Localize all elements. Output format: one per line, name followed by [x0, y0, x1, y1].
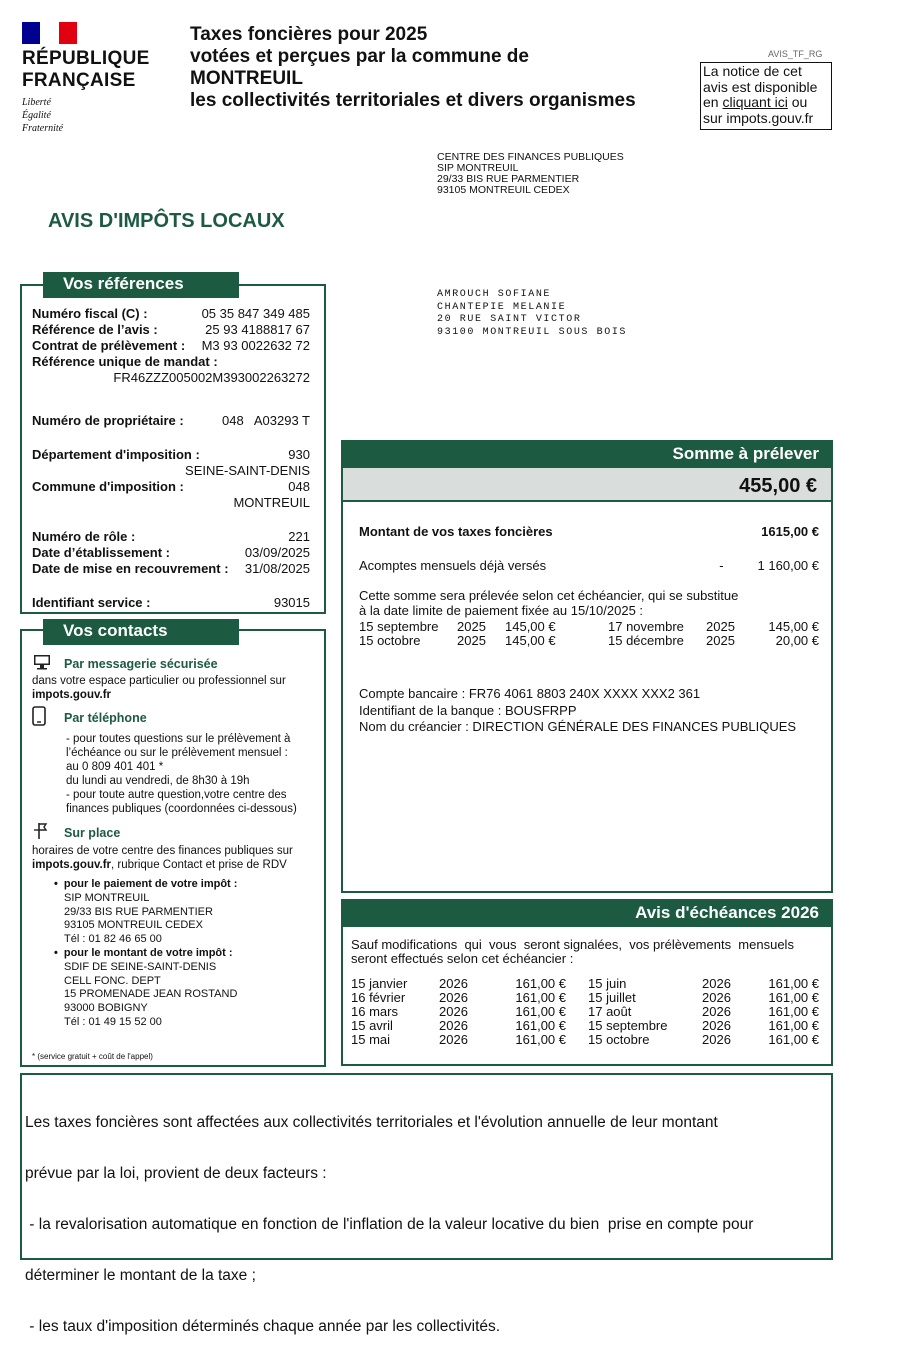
telephone-line: l’échéance ou sur le prélèvement mensuel : — [66, 747, 288, 759]
place-site-link[interactable]: impots.gouv.fr — [32, 859, 112, 871]
echeances-content — [351, 938, 819, 1047]
logo-motto — [22, 96, 63, 135]
ref-contrat: Contrat de prélèvement : M3 93 0022632 72 — [32, 338, 310, 353]
notice-link[interactable]: cliquant ici — [722, 94, 788, 110]
ref-etablissement: Date d’établissement : 03/09/2025 — [32, 545, 310, 560]
title-line-2: votées et perçues par la commune de — [190, 46, 529, 67]
ref-departement: Département d'imposition : 930 — [32, 447, 310, 462]
identifiant-banque: Identifiant de la banque : BOUSFRPP — [359, 702, 577, 718]
montant-line: 15 PROMENADE JEAN ROSTAND — [64, 988, 238, 1001]
paiement-phone: Tél : 01 82 46 65 00 — [64, 933, 162, 946]
schedule-row: 15 octobre 2025 145,00 € — [359, 633, 556, 648]
ref-numero-fiscal: Numéro fiscal (C) : 05 35 847 349 485 — [32, 306, 310, 321]
telephone-heading — [32, 706, 320, 730]
echeance-row: 15 janvier 2026 161,00 € — [351, 976, 566, 991]
avis-code: AVIS_TF_RG — [768, 49, 823, 59]
info-line: Les taxes foncières sont affectées aux collectivités territoriales et l'évolution annuelle de leur montant — [25, 1114, 718, 1131]
echeance-row: 15 juillet 2026 161,00 € — [588, 990, 819, 1005]
references-title: Vos références — [43, 272, 239, 298]
somme-schedule — [359, 620, 819, 650]
schedule-text-2: à la date limite de paiement fixée au 15/10/2025 : — [359, 603, 644, 618]
echeances-col-right — [588, 977, 819, 1047]
contacts-content — [32, 654, 320, 1030]
notice-line1: La notice de cet — [703, 63, 802, 79]
echeance-row: 15 avril 2026 161,00 € — [351, 1018, 566, 1033]
somme-content — [359, 524, 819, 736]
montant-title: • pour le montant de votre impôt : — [54, 946, 233, 959]
schedule-row: 17 novembre 2025 145,00 € — [608, 619, 819, 634]
ref-role: Numéro de rôle : 221 — [32, 529, 310, 544]
notice-box — [700, 62, 832, 130]
ref-commune-name: MONTREUIL — [233, 495, 310, 510]
telephone-line: du lundi au vendredi, de 8h30 à 19h — [66, 775, 250, 787]
recipient-line: AMROUCH SOFIANE — [437, 289, 552, 300]
echeance-row: 16 mars 2026 161,00 € — [351, 1004, 566, 1019]
telephone-line: - pour toutes questions sur le prélèvement à — [66, 733, 291, 745]
montant-phone: Tél : 01 49 15 52 00 — [64, 1015, 162, 1028]
republique-logo — [22, 20, 154, 138]
ref-service: Identifiant service : 93015 — [32, 595, 310, 610]
paiement-address — [54, 892, 320, 947]
ref-recouvrement: Date de mise en recouvrement : 31/08/2025 — [32, 561, 310, 576]
montant-line: SDIF DE SEINE-SAINT-DENIS — [64, 960, 217, 973]
montant-address — [54, 961, 320, 1030]
motto-fraternite: Fraternité — [22, 123, 64, 134]
echeance-row: 17 août 2026 161,00 € — [588, 1004, 819, 1019]
centres-list — [32, 878, 320, 1030]
echeances-intro-1: Sauf modifications qui vous seront signalées, vos prélèvements mensuels — [351, 937, 794, 952]
schedule-row: 15 décembre 2025 20,00 € — [608, 633, 819, 648]
title-line-4: les collectivités territoriales et divers organismes — [190, 90, 636, 111]
acomptes-row: Acomptes mensuels déjà versés - 1 160,00 € — [359, 558, 819, 573]
messagerie-site-link[interactable]: impots.gouv.fr — [32, 689, 112, 701]
phone-icon — [32, 706, 46, 730]
somme-amount-band — [343, 468, 831, 502]
montant-line: CELL FONC. DEPT — [64, 974, 161, 987]
recipient-line: 20 RUE SAINT VICTOR — [437, 314, 582, 325]
info-line: déterminer le montant de la taxe ; — [25, 1267, 256, 1284]
recipient-line: 93100 MONTREUIL SOUS BOIS — [437, 326, 628, 338]
title-line-1: Taxes foncières pour 2025 — [190, 24, 428, 45]
info-line: prévue par la loi, provient de deux facteurs : — [25, 1165, 327, 1182]
motto-liberte: Liberté — [22, 97, 51, 108]
telephone-title: Par téléphone — [64, 711, 147, 725]
telephone-number: au 0 809 401 401 * — [66, 761, 164, 773]
somme-title: Somme à prélever — [341, 440, 833, 468]
paiement-line: SIP MONTREUIL — [64, 891, 150, 904]
echeances-intro-2: seront effectués selon cet échéancier : — [351, 951, 574, 966]
location-icon — [32, 822, 48, 844]
telephone-line: finances publiques (coordonnées ci-dessous) — [66, 803, 297, 815]
paiement-line: 93105 MONTREUIL CEDEX — [64, 919, 203, 932]
telephone-line: - pour toute autre question,votre centre des — [66, 789, 287, 801]
place-site-line: impots.gouv.fr, rubrique Contact et prise de RDV — [32, 859, 287, 871]
notice-line2: avis est disponible — [703, 78, 818, 95]
paiement-title: • pour le paiement de votre impôt : — [54, 878, 238, 890]
place-heading — [32, 822, 320, 844]
contacts-title: Vos contacts — [43, 619, 239, 645]
schedule-row: 15 septembre 2025 145,00 € — [359, 619, 556, 634]
doc-title: AVIS D'IMPÔTS LOCAUX — [48, 210, 285, 232]
ref-commune: Commune d'imposition : 048 — [32, 479, 310, 494]
logo-line2: FRANÇAISE — [22, 70, 136, 91]
paiement-line: 29/33 BIS RUE PARMENTIER — [64, 905, 213, 918]
echeance-row: 15 juin 2026 161,00 € — [588, 976, 819, 991]
telephone-text — [32, 732, 320, 816]
echeance-row: 15 octobre 2026 161,00 € — [588, 1032, 819, 1047]
ref-avis: Référence de l’avis : 25 93 4188817 67 — [32, 322, 310, 337]
ref-departement-name: SEINE-SAINT-DENIS — [185, 463, 310, 478]
compte-bancaire: Compte bancaire : FR76 4061 8803 240X XXXX XXX2 361 — [359, 686, 701, 701]
sender-line: SIP MONTREUIL — [437, 162, 519, 174]
motto-egalite: Égalité — [22, 110, 51, 121]
flag-icon — [22, 22, 77, 44]
contacts-footnote: * (service gratuit + coût de l'appel) — [32, 1052, 153, 1061]
somme-amount: 455,00 € — [739, 475, 817, 497]
recipient-address — [437, 289, 627, 339]
recipient-line: CHANTEPIE MELANIE — [437, 301, 567, 313]
echeance-row: 15 septembre 2026 161,00 € — [588, 1018, 819, 1033]
info-text — [25, 1080, 825, 1352]
logo-line1: RÉPUBLIQUE — [22, 48, 150, 69]
nom-creancier: Nom du créancier : DIRECTION GÉNÉRALE DES FINANCES PUBLIQUES — [359, 719, 797, 734]
info-line: - les taux d'imposition déterminés chaque année par les collectivités. — [25, 1318, 501, 1335]
ref-rum: FR46ZZZ005002M393002263272 — [113, 370, 310, 385]
messagerie-text: dans votre espace particulier ou professionnel sur — [32, 675, 286, 687]
notice-title — [190, 24, 636, 112]
montant-line: 93000 BOBIGNY — [64, 1002, 148, 1015]
references-content — [32, 306, 310, 611]
ref-proprietaire: Numéro de propriétaire : 048 A03293 T — [32, 413, 310, 428]
info-line: - la revalorisation automatique en fonction de l'inflation de la valeur locative du bien prise en compte pour — [25, 1216, 754, 1233]
place-title: Sur place — [64, 826, 121, 840]
title-line-3: MONTREUIL — [190, 68, 303, 89]
sender-line: 93105 MONTREUIL CEDEX — [437, 184, 570, 196]
ref-rum-label: Référence unique de mandat : — [32, 354, 218, 369]
sender-line: 29/33 BIS RUE PARMENTIER — [437, 173, 580, 185]
computer-icon — [32, 654, 52, 674]
echeances-col-left — [351, 977, 566, 1047]
messagerie-title: Par messagerie sécurisée — [64, 657, 218, 671]
messagerie-heading — [32, 654, 320, 674]
sender-address — [437, 152, 624, 196]
schedule-text-1: Cette somme sera prélevée selon cet échéancier, qui se substitue — [359, 588, 739, 603]
notice-line4: sur impots.gouv.fr — [703, 109, 814, 126]
taxes-row: Montant de vos taxes foncières 1615,00 € — [359, 524, 819, 539]
echeance-row: 16 février 2026 161,00 € — [351, 990, 566, 1005]
echeances-title: Avis d'échéances 2026 — [341, 899, 833, 927]
place-text: horaires de votre centre des finances publiques sur — [32, 845, 293, 857]
bank-details — [359, 686, 819, 736]
echeance-row: 15 mai 2026 161,00 € — [351, 1032, 566, 1047]
notice-line3: en cliquant ici ou — [703, 94, 808, 110]
sender-line: CENTRE DES FINANCES PUBLIQUES — [437, 151, 624, 163]
echeances-schedule — [351, 977, 819, 1047]
